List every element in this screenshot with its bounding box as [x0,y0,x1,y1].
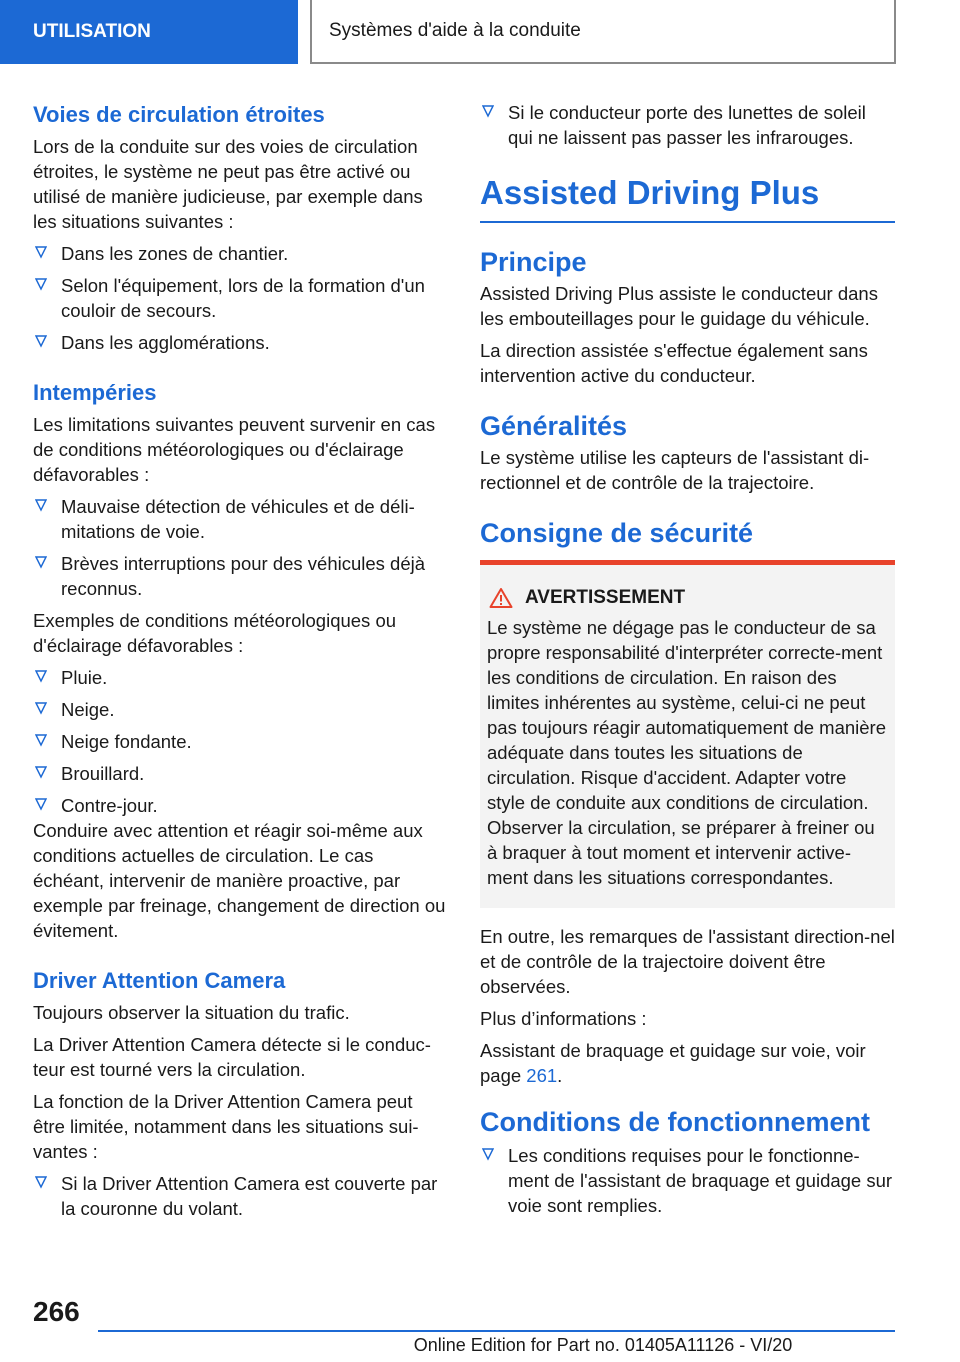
list-item [33,273,448,323]
list-item [33,241,448,266]
triangle-bullet-icon [35,795,47,815]
principle-p1: Assisted Driving Plus assiste le conducteur dans les embouteillages pour le guidage du véhicule. [480,283,878,329]
list-item-text: Les conditions requises pour le fonctionne-ment de l'assistant de braquage et guidage sur voie sont remplies. [508,1145,893,1216]
reference-end: . [557,1065,563,1086]
warning-header [487,585,888,611]
principle-title: Principe [480,247,587,277]
narrow-lanes-list [33,241,448,355]
safety-p1: En outre, les remarques de l'assistant direction-nel et de contrôle de la trajectoire doivent être observées. [480,926,895,997]
list-item-text: Neige fondante. [61,731,192,752]
triangle-bullet-icon [35,275,47,295]
list-item-text: Dans les zones de chantier. [61,243,289,264]
list-item-text: Si la Driver Attention Camera est couverte par la couronne du volant. [61,1173,438,1219]
narrow-lanes-intro: Lors de la conduite sur des voies de circulation étroites, le système ne peut pas être activé ou utilisé de manière judicieuse, par exemple dans les situations suivantes : [33,136,423,232]
list-item-text: Selon l'équipement, lors de la formation d'un couloir de secours. [61,275,425,321]
header-section: UTILISATION [0,0,298,64]
camera-title: Driver Attention Camera [33,968,286,993]
triangle-bullet-icon [35,332,47,352]
footer-edition: Online Edition for Part no. 01405A11126 - VI/20 [413,1335,793,1355]
triangle-bullet-icon [35,763,47,783]
triangle-bullet-icon [35,1173,47,1193]
right-column [480,100,895,1225]
list-item [33,729,448,754]
camera-p1: Toujours observer la situation du trafic. [33,1002,350,1023]
list-item-text: Dans les agglomérations. [61,332,270,353]
conditions-title: Conditions de fonctionnement [480,1107,870,1137]
weather-intro: Les limitations suivantes peuvent survenir en cas de conditions météorologiques ou d'éclairage défavorables : [33,414,436,485]
warning-box [480,560,895,908]
camera-p2: La Driver Attention Camera détecte si le conduc-teur est tourné vers la circulation. [33,1034,431,1080]
list-item-text: Si le conducteur porte des lunettes de soleil qui ne laissent pas passer les infrarouges. [508,102,866,148]
conditions-list [480,1143,895,1218]
list-item [33,793,448,818]
weather-title: Intempéries [33,380,157,405]
weather-list [33,494,448,601]
warning-text: Le système ne dégage pas le conducteur de sa propre responsabilité d'interpréter correcte-ment les conditions de circulation. En raison des limites inhérentes au système, celui-ci ne peut pas toujours réagir automatiquement de manière adéquate dans toutes les situations de circulation. Risque d'accident. Adapter votre style de conduite aux conditions de circulation. Observer la circulation, se préparer à freiner ou à braquer à tout moment et intervenir active-ment dans les situations correspondantes. [487,617,887,888]
triangle-bullet-icon [35,553,47,573]
left-column [33,100,448,1228]
list-item-text: Brèves interruptions pour des véhicules déjà reconnus. [61,553,426,599]
triangle-bullet-icon [35,243,47,263]
list-item [33,330,448,355]
triangle-bullet-icon [35,699,47,719]
reference-paragraph [480,1038,895,1088]
list-item-text: Pluie. [61,667,108,688]
list-item [33,494,448,544]
triangle-bullet-icon [482,1145,494,1165]
list-item [33,697,448,722]
more-info-label: Plus d’informations : [480,1008,647,1029]
general-title: Généralités [480,411,628,441]
camera-p3: La fonction de la Driver Attention Camera peut être limitée, notamment dans les situations sui-vantes : [33,1091,419,1162]
list-item-text: Contre-jour. [61,795,158,816]
list-item-text: Brouillard. [61,763,145,784]
list-item [480,100,895,150]
triangle-bullet-icon [35,496,47,516]
header-chapter: Systèmes d'aide à la conduite [310,0,896,64]
list-item [33,1171,448,1221]
list-item-text: Mauvaise détection de véhicules et de déli-mitations de voie. [61,496,415,542]
list-item [33,665,448,690]
weather-examples-intro: Exemples de conditions météorologiques ou d'éclairage défavorables : [33,610,397,656]
camera-list [33,1171,448,1221]
camera-list-continued [480,100,895,150]
general-p1: Le système utilise les capteurs de l'assistant di-rectionnel et de contrôle de la trajectoire. [480,447,870,493]
triangle-bullet-icon [35,667,47,687]
principle-p2: La direction assistée s'effectue également sans intervention active du conducteur. [480,340,868,386]
narrow-lanes-title: Voies de circulation étroites [33,102,325,127]
safety-title: Consigne de sécurité [480,518,754,548]
warning-label: AVERTISSEMENT [525,587,686,608]
list-item [480,1143,895,1218]
weather-advice: Conduire avec attention et réagir soi-même aux conditions actuelles de circulation. Le cas échéant, intervenir de manière proactive, par exemple par freinage, changement de direction ou évitement. [33,820,446,941]
reference-text: Assistant de braquage et guidage sur voie, voir page [480,1040,866,1086]
main-title: Assisted Driving Plus [480,171,895,223]
list-item-text: Neige. [61,699,115,720]
page-number: 266 [33,1296,80,1327]
weather-examples-list [33,665,448,818]
page-link[interactable]: 261 [526,1065,558,1086]
warning-triangle-icon [489,587,513,609]
list-item [33,551,448,601]
triangle-bullet-icon [482,102,494,122]
list-item [33,761,448,786]
triangle-bullet-icon [35,731,47,751]
